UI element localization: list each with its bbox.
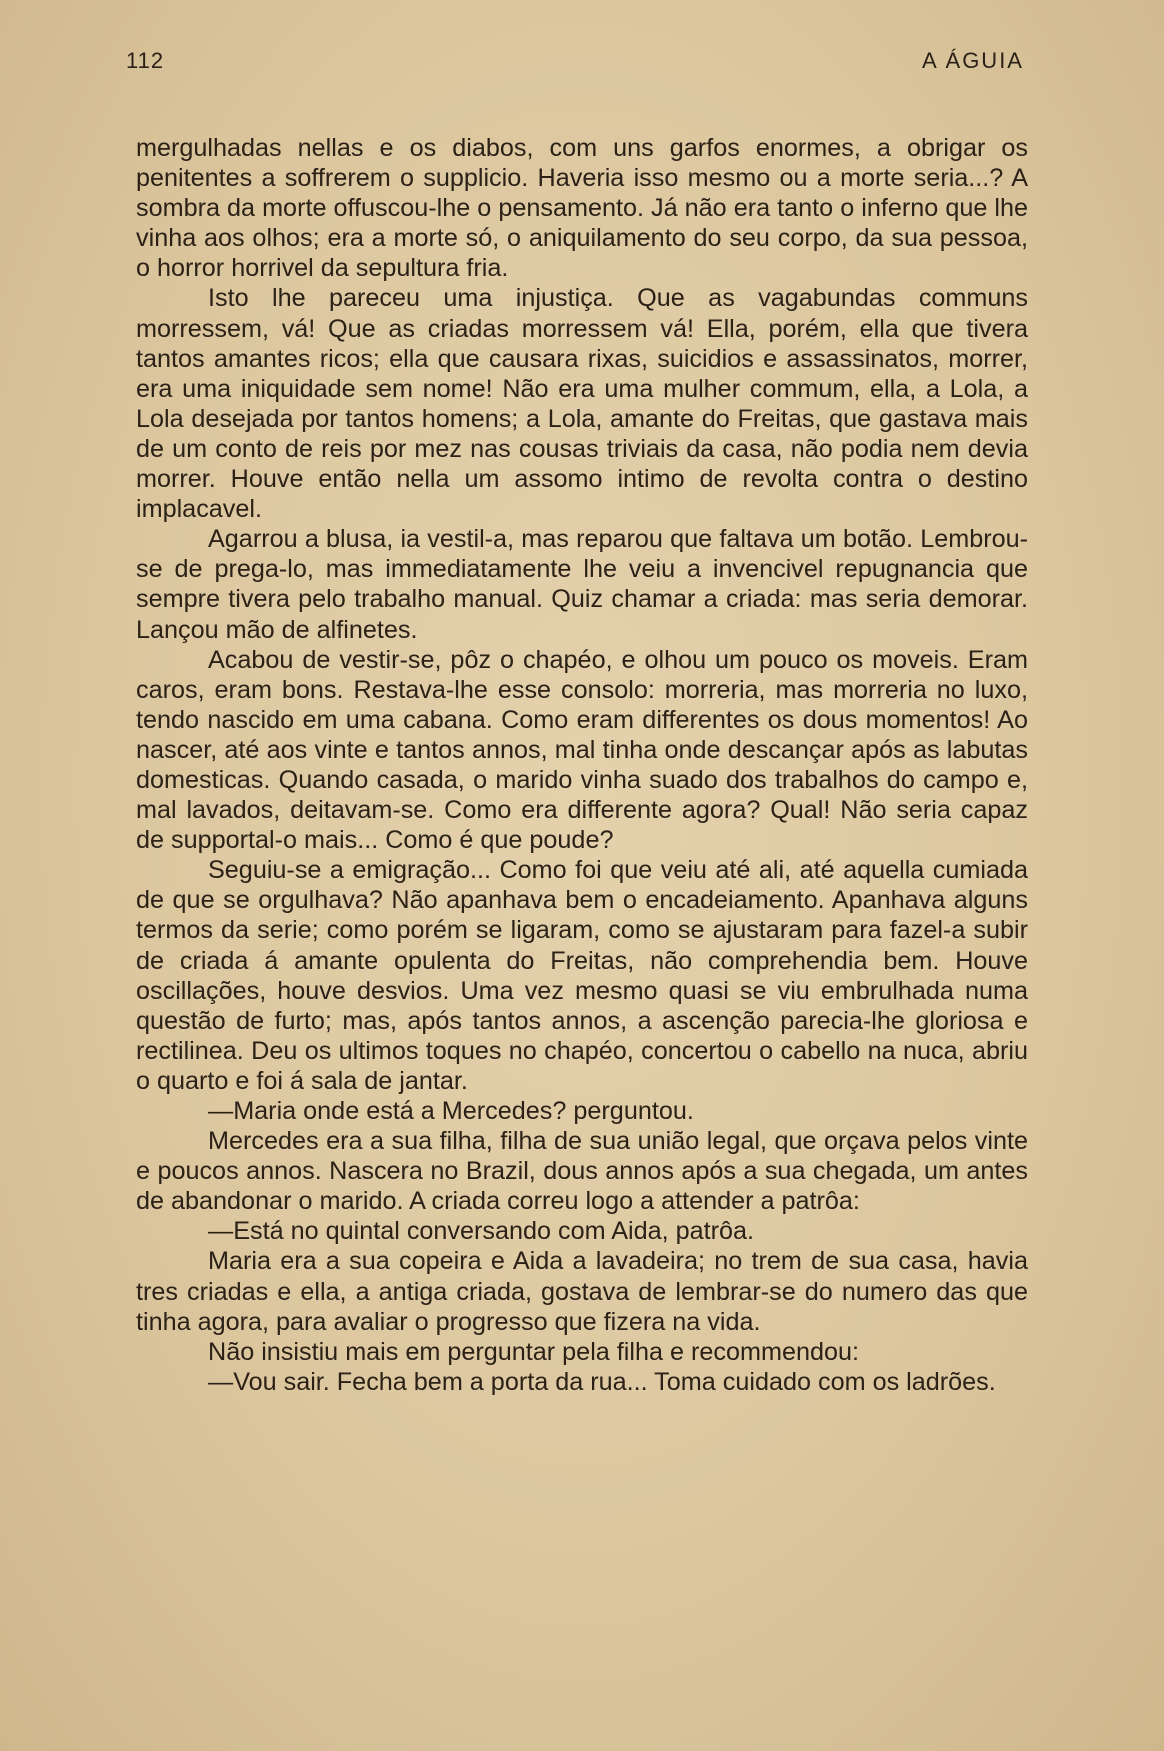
dialogue-line: —Vou sair. Fecha bem a porta da rua... Toma cuidado com os ladrões. xyxy=(208,1367,996,1396)
running-head xyxy=(126,48,1024,80)
paragraph: Isto lhe pareceu uma injustiça. Que as vagabundas communs morressem, vá! Que as criadas morressem vá! Ella, porém, ella que tivera tantos amantes ricos; ella que causara rixas, suicidios e assassinatos, morrer, era uma iniquidade sem nome! Não era uma mulher commum, ella, a Lola, a Lola desejada por tantos homens; a Lola, amante do Freitas, que gastava mais de um conto de reis por mez nas cousas triviais da casa, não podia nem devia morrer. Houve então nella um assomo intimo de revolta contra o destino implacavel. xyxy=(136,284,1028,524)
paragraph: Maria era a sua copeira e Aida a lavadeira; no trem de sua casa, havia tres criadas e ella, a antiga criada, gostava de lembrar-se do numero das que tinha agora, para avaliar o progresso que fizera na vida. xyxy=(136,1247,1028,1336)
dialogue-line: —Está no quintal conversando com Aida, patrôa. xyxy=(208,1217,755,1246)
dialogue-line: —Maria onde está a Mercedes? perguntou. xyxy=(208,1097,694,1125)
paragraph: Não insistiu mais em perguntar pela filha e recommendou: xyxy=(208,1337,860,1366)
paragraph: Agarrou a blusa, ia vestil-a, mas reparou que faltava um botão. Lembrou-se de prega-lo, mas immediatamente lhe veiu a invencivel repugnancia que sempre tivera pelo trabalho manual. Quiz chamar a criada: mas seria demorar. Lançou mão de alfinetes. xyxy=(136,525,1028,644)
paragraph: Seguiu-se a emigração... Como foi que veiu até ali, até aquella cumiada de que se orgulhava? Não apanhava bem o encadeiamento. Apanhava alguns termos da serie; como porém se ligaram, como se ajustaram para fazel-a subir de criada á amante opulenta do Freitas, não comprehendia bem. Houve oscillações, houve desvios. Uma vez mesmo quasi se viu embrulhada numa questão de furto; mas, após tantos annos, a ascenção parecia-lhe gloriosa e rectilinea. Deu os ultimos toques no chapéo, concertou o cabello na nuca, abriu o quarto e foi á sala de jantar. xyxy=(136,856,1028,1095)
body-text xyxy=(136,133,1028,1397)
page-number: 112 xyxy=(126,48,165,73)
paragraph-continuation: mergulhadas nellas e os diabos, com uns garfos enormes, a obrigar os penitentes a soffrerem o supplicio. Haveria isso mesmo ou a morte seria...? A sombra da morte offuscou-lhe o pensamento. Já não era tanto o inferno que lhe vinha aos olhos; era a morte só, o aniquilamento do seu corpo, da sua pessoa, o horror horrivel da sepultura fria. xyxy=(136,134,1028,283)
paragraph: Acabou de vestir-se, pôz o chapéo, e olhou um pouco os moveis. Eram caros, eram bons. Restava-lhe esse consolo: morreria, mas morreria no luxo, tendo nascido em uma cabana. Como eram differentes os dous momentos! Ao nascer, até aos vinte e tantos annos, mal tinha onde descançar após as labutas domesticas. Quando casada, o marido vinha suado dos trabalhos do campo e, mal lavados, deitavam-se. Como era differente agora? Qual! Não seria capaz de supportal-o mais... Como é que poude? xyxy=(136,645,1028,855)
paragraph: Mercedes era a sua filha, filha de sua união legal, que orçava pelos vinte e poucos annos. Nascera no Brazil, dous annos após a sua chegada, um antes de abandonar o marido. A criada correu logo a attender a patrôa: xyxy=(136,1127,1028,1216)
journal-title: A ÁGUIA xyxy=(921,48,1024,73)
